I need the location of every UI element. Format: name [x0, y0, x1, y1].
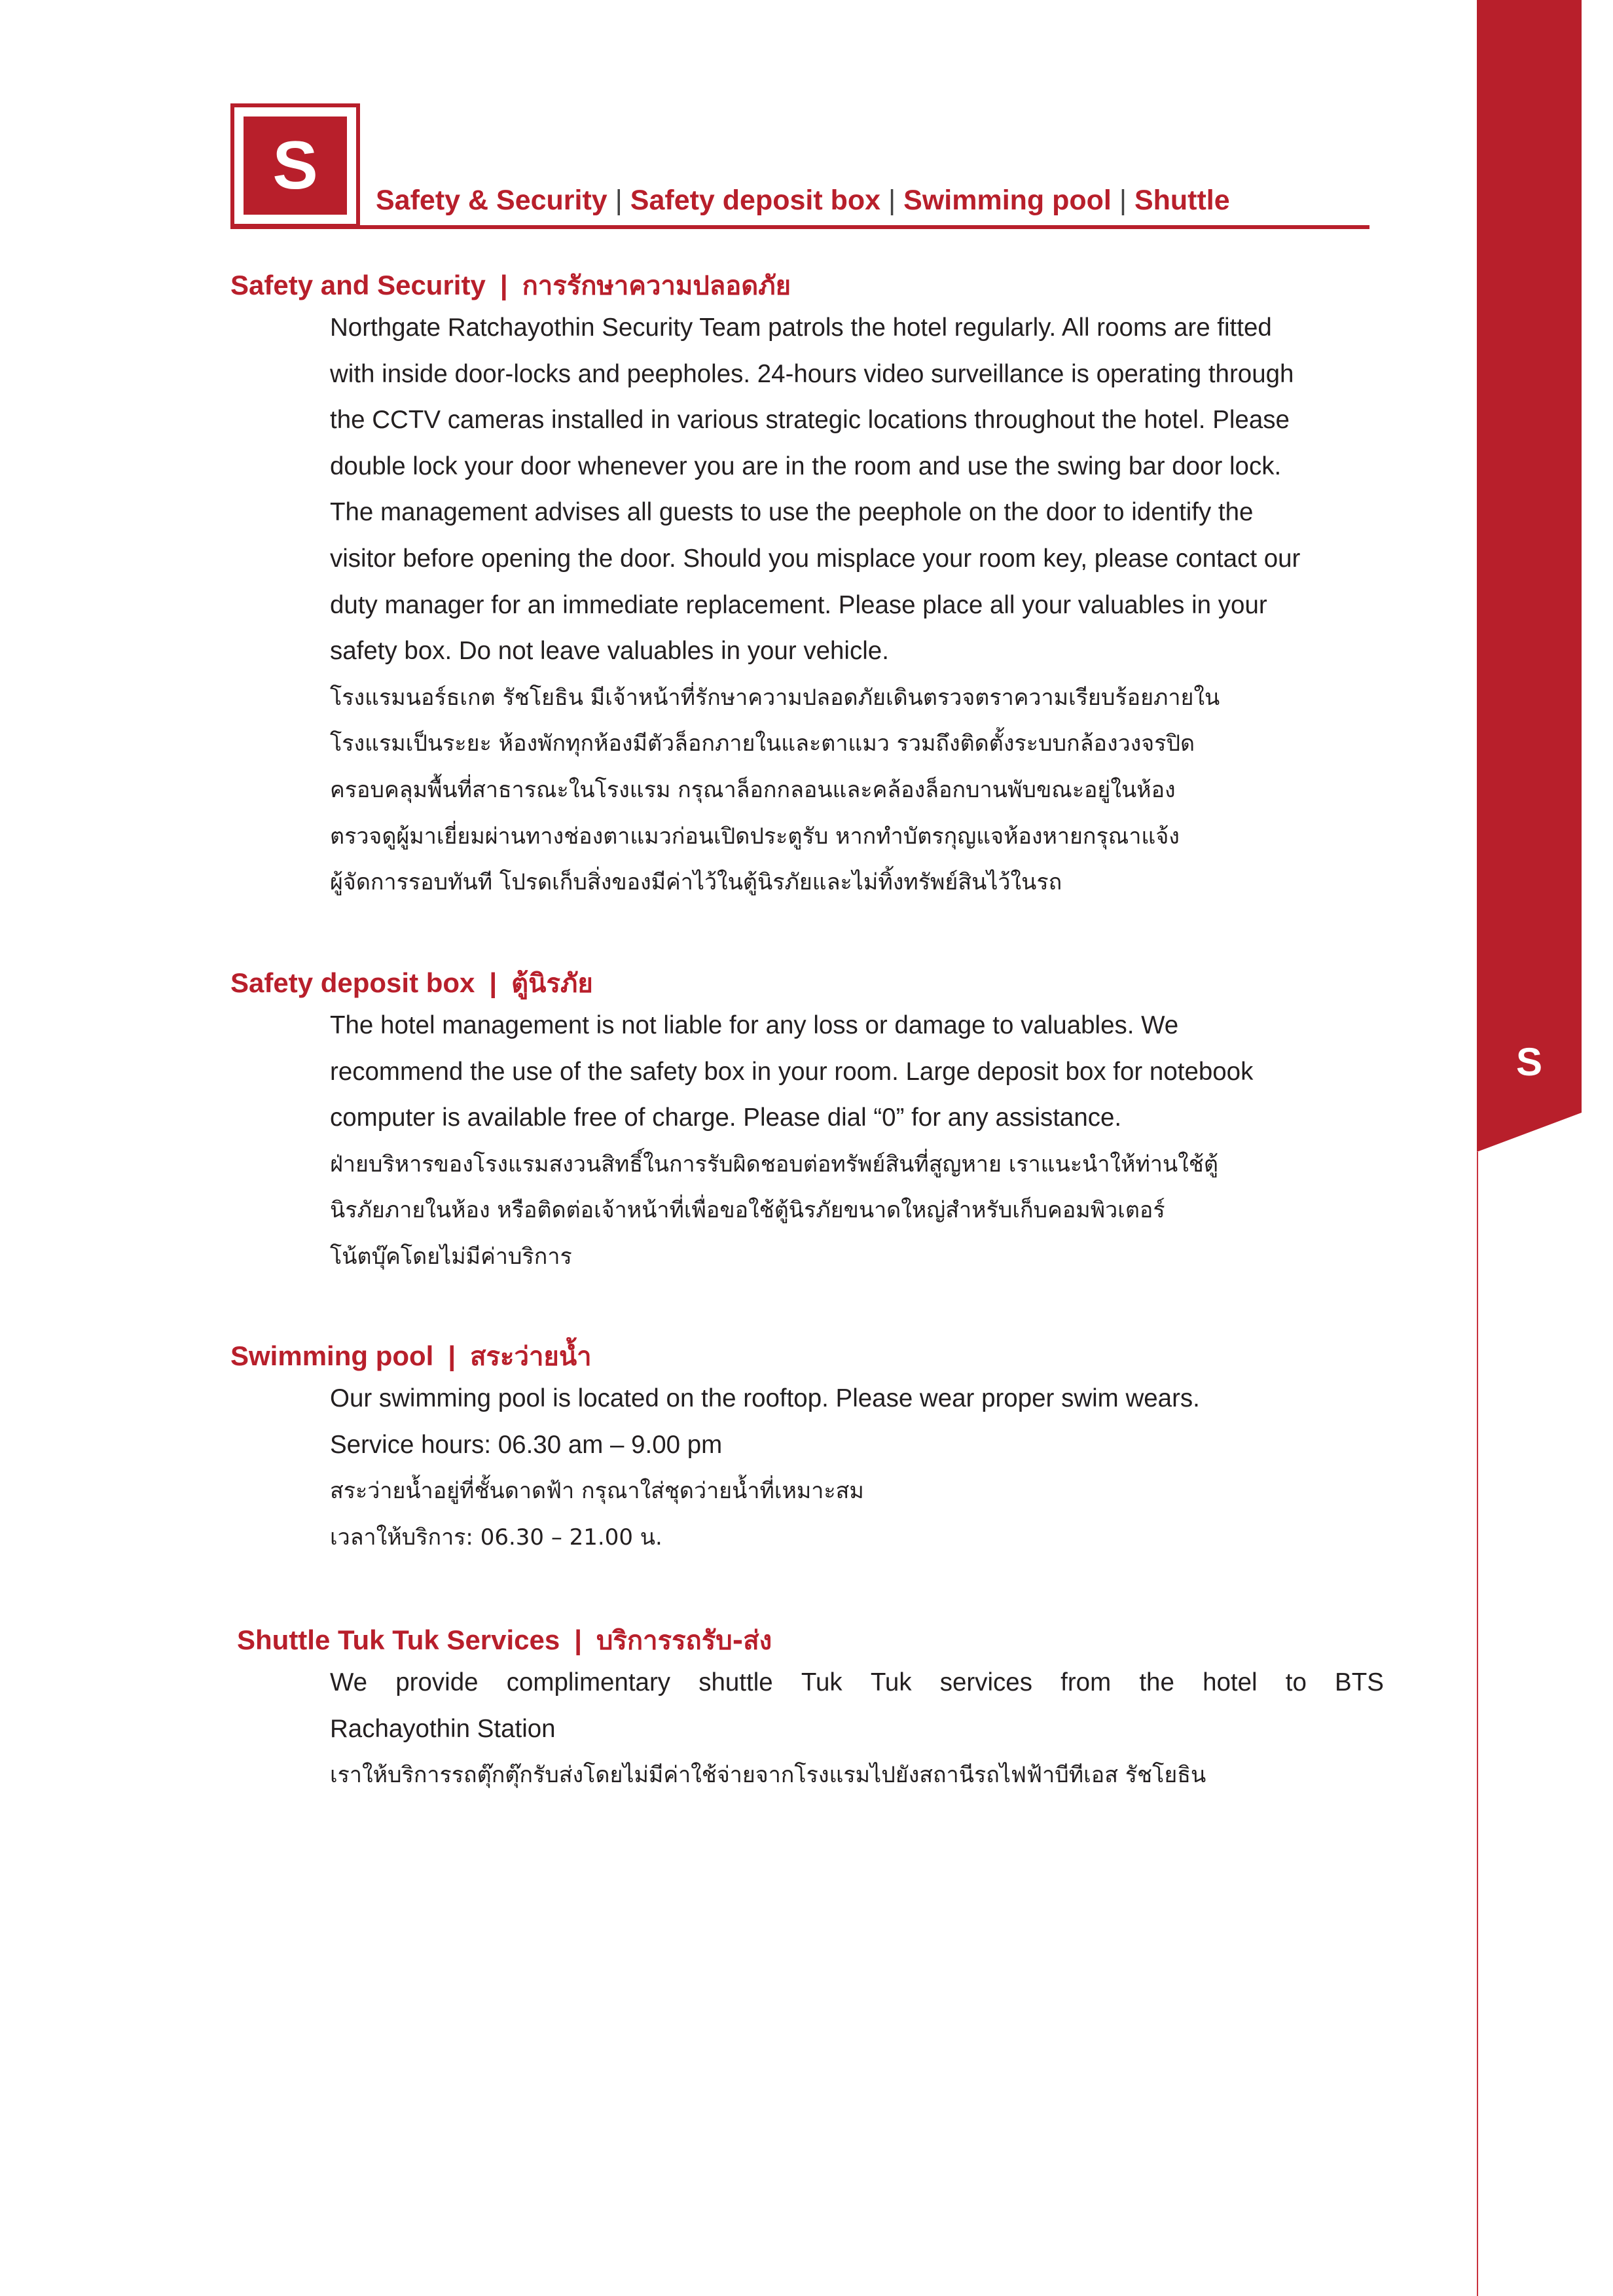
- body-line: recommend the use of the safety box in your room. Large deposit box for notebook: [330, 1057, 1254, 1086]
- body-line: visitor before opening the door. Should you misplace your room key, please contact our: [330, 544, 1301, 573]
- section-logo-letter: S: [244, 117, 347, 215]
- section-heading-shuttle: [237, 1619, 772, 1661]
- body-line: safety box. Do not leave valuables in your vehicle.: [330, 637, 889, 666]
- section-heading-safety-security: [230, 264, 791, 306]
- side-tab-letter: S: [1515, 1040, 1543, 1084]
- body-line: The hotel management is not liable for any loss or damage to valuables. We: [330, 1011, 1179, 1039]
- body-word: services: [939, 1668, 1032, 1696]
- body-line-thai: โน้ตบุ๊คโดยไม่มีค่าบริการ: [330, 1243, 572, 1270]
- section-body-shuttle: [330, 1660, 1384, 1799]
- body-word: BTS: [1335, 1668, 1384, 1696]
- body-word: We: [330, 1668, 368, 1696]
- body-line-thai: ผู้จัดการรอบทันที โปรดเก็บสิ่งของมีค่าไว้ในตู้นิรภัยและไม่ทิ้งทรัพย์สินไว้ในรถ: [330, 869, 1062, 896]
- body-line: Service hours: 06.30 am – 9.00 pm: [330, 1430, 723, 1459]
- body-word: provide: [395, 1668, 479, 1696]
- body-line-thai: เราให้บริการรถตุ๊กตุ๊กรับส่งโดยไม่มีค่าใช้จ่ายจากโรงแรมไปยังสถานีรถไฟฟ้าบีทีเอส รัชโยธิน: [330, 1762, 1206, 1789]
- title-separator: |: [888, 185, 896, 216]
- body-line-thai: เวลาให้บริการ: 06.30 – 21.00 น.: [330, 1524, 662, 1551]
- body-word: to: [1285, 1668, 1307, 1696]
- body-line-thai: โรงแรมเป็นระยะ ห้องพักทุกห้องมีตัวล็อกภายในและตาแมว รวมถึงติดตั้งระบบกล้องวงจรปิด: [330, 730, 1195, 757]
- page-title: [376, 185, 1230, 217]
- title-part-swimming-pool: Swimming pool: [903, 185, 1112, 216]
- section-logo: [230, 103, 360, 228]
- body-word: Tuk: [870, 1668, 912, 1696]
- body-line-thai: โรงแรมนอร์ธเกต รัชโยธิน มีเจ้าหน้าที่รักษาความปลอดภัยเดินตรวจตราความเรียบร้อยภายใน: [330, 684, 1220, 711]
- section-title-en: Safety deposit box: [230, 967, 475, 998]
- section-body-safety-deposit-box: [330, 1003, 1253, 1280]
- section-separator: |: [499, 270, 508, 300]
- section-title-th: สระว่ายน้ำ: [470, 1342, 592, 1372]
- body-line: Rachayothin Station: [330, 1714, 556, 1743]
- section-separator: |: [489, 967, 498, 998]
- title-part-safety-security: Safety & Security: [376, 185, 607, 216]
- section-body-swimming-pool: [330, 1376, 1200, 1560]
- body-line: The management advises all guests to use the peephole on the door to identify the: [330, 498, 1254, 527]
- section-title-en: Swimming pool: [230, 1340, 434, 1371]
- body-line-thai: ฝ่ายบริหารของโรงแรมสงวนสิทธิ์ในการรับผิดชอบต่อทรัพย์สินที่สูญหาย เราแนะนำให้ท่านใช้ตู้: [330, 1151, 1218, 1177]
- side-tab-band: [1477, 0, 1582, 1152]
- section-heading-safety-deposit-box: [230, 962, 593, 1004]
- body-word: Tuk: [801, 1668, 843, 1696]
- body-line: duty manager for an immediate replacement. Please place all your valuables in your: [330, 590, 1267, 619]
- title-part-safety-deposit-box: Safety deposit box: [630, 185, 881, 216]
- body-word: complimentary: [506, 1668, 671, 1696]
- section-title-en: Safety and Security: [230, 270, 486, 300]
- body-line-thai: ตรวจดูผู้มาเยี่ยมผ่านทางช่องตาแมวก่อนเปิดประตูรับ หากทำบัตรกุญแจห้องหายกรุณาแจ้ง: [330, 823, 1180, 850]
- section-title-th: ตู้นิรภัย: [511, 969, 593, 999]
- body-line-thai: สระว่ายน้ำอยู่ที่ชั้นดาดฟ้า กรุณาใส่ชุดว่ายน้ำที่เหมาะสม: [330, 1478, 864, 1505]
- section-separator: |: [448, 1340, 456, 1371]
- header-rule: [230, 225, 1369, 229]
- body-line: with inside door-locks and peepholes. 24-hours video surveillance is operating through: [330, 359, 1294, 388]
- body-word: shuttle: [698, 1668, 773, 1696]
- body-line-thai: นิรภัยภายในห้อง หรือติดต่อเจ้าหน้าที่เพื่อขอใช้ตู้นิรภัยขนาดใหญ่สำหรับเก็บคอมพิวเตอร์: [330, 1197, 1165, 1224]
- section-title-th: การรักษาความปลอดภัย: [522, 271, 791, 301]
- body-line-thai: ครอบคลุมพื้นที่สาธารณะในโรงแรม กรุณาล็อกกลอนและคล้องล็อกบานพับขณะอยู่ในห้อง: [330, 776, 1176, 803]
- body-word: from: [1060, 1668, 1112, 1696]
- body-word: the: [1139, 1668, 1174, 1696]
- body-line: computer is available free of charge. Please dial “0” for any assistance.: [330, 1103, 1122, 1132]
- title-separator: |: [1119, 185, 1127, 216]
- body-word: hotel: [1203, 1668, 1258, 1696]
- body-line: Our swimming pool is located on the rooftop. Please wear proper swim wears.: [330, 1384, 1200, 1412]
- section-separator: |: [574, 1624, 583, 1655]
- section-title-en: Shuttle Tuk Tuk Services: [237, 1624, 560, 1655]
- body-line: Northgate Ratchayothin Security Team patrols the hotel regularly. All rooms are fitted: [330, 314, 1272, 342]
- section-body-safety-security: [330, 305, 1300, 906]
- body-line: the CCTV cameras installed in various strategic locations throughout the hotel. Please: [330, 406, 1290, 435]
- title-separator: |: [615, 185, 623, 216]
- body-line-justified: [330, 1660, 1384, 1706]
- section-heading-swimming-pool: [230, 1335, 592, 1377]
- body-line: double lock your door whenever you are in the room and use the swing bar door lock.: [330, 452, 1282, 480]
- section-title-th: บริการรถรับ-ส่ง: [596, 1626, 772, 1656]
- title-part-shuttle: Shuttle: [1134, 185, 1230, 216]
- side-divider-line: [1477, 1152, 1478, 2296]
